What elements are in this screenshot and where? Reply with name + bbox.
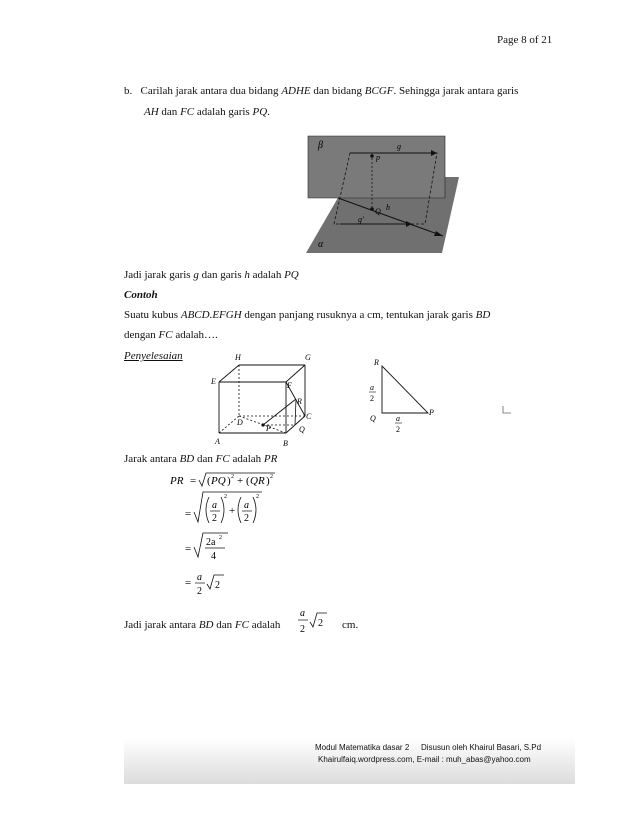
edge-ad xyxy=(219,416,239,433)
equations xyxy=(168,470,298,610)
sqrt-arg: 2 xyxy=(318,618,323,629)
frac-num: a xyxy=(244,500,249,511)
text: . xyxy=(267,106,270,118)
paren: ( xyxy=(207,475,211,487)
var: PQ xyxy=(284,269,299,281)
frac-num: 2a xyxy=(206,537,216,548)
var: BD xyxy=(179,453,195,465)
paren-left xyxy=(206,497,209,523)
point-p: P xyxy=(266,424,271,433)
edge-gf xyxy=(286,365,305,382)
triangle-label-p: P xyxy=(429,408,434,417)
text: adalah xyxy=(229,453,264,465)
problem-b-line1 xyxy=(124,84,518,98)
answer-expression xyxy=(295,604,335,640)
text: adalah xyxy=(249,269,285,281)
page-number: Page 8 of 21 xyxy=(497,34,553,46)
var: PQ xyxy=(252,106,268,118)
label-beta: β xyxy=(318,140,323,151)
frac-den: 2 xyxy=(300,624,305,635)
point-q xyxy=(370,207,374,211)
paren: ) xyxy=(227,475,231,487)
eq-lhs: PR xyxy=(170,475,184,487)
paren-right xyxy=(221,497,224,523)
side-qr-num: a xyxy=(370,383,374,392)
segment-qr xyxy=(295,399,296,425)
vertex-f: F xyxy=(287,381,292,390)
label-q: Q xyxy=(375,207,381,216)
exp: 2 xyxy=(256,494,259,500)
text: Carilah jarak antara dua bidang xyxy=(140,85,282,97)
var: FC xyxy=(234,619,249,631)
var: BD xyxy=(198,619,214,631)
cube-figure xyxy=(205,350,320,450)
text: Jarak antara xyxy=(124,453,180,465)
text: Suatu kubus xyxy=(124,309,181,321)
text: Jadi jarak antara xyxy=(124,619,199,631)
conclusion-1 xyxy=(124,268,299,282)
point-r: R xyxy=(297,397,302,406)
vertex-e: E xyxy=(211,377,216,386)
unit-cm: cm. xyxy=(342,619,359,631)
eq-plus: + xyxy=(229,505,236,517)
problem-marker: b. xyxy=(124,85,133,97)
footer-module: Modul Matematika dasar 2 xyxy=(315,743,410,752)
example-heading: Contoh xyxy=(124,289,158,301)
point-p xyxy=(370,154,374,158)
eq-equals: = xyxy=(185,577,192,589)
label-g: g xyxy=(397,142,401,151)
triangle-label-q: Q xyxy=(370,414,376,423)
text: dan xyxy=(158,106,181,118)
text: . Sehingga jarak antara garis xyxy=(393,85,519,97)
eq-equals: = xyxy=(185,508,192,520)
var: FC xyxy=(215,453,230,465)
sqrt-2 xyxy=(194,492,262,522)
problem-b-line2 xyxy=(144,105,270,119)
vertex-a: A xyxy=(215,437,220,446)
edge-eh xyxy=(219,365,239,382)
text: adalah xyxy=(248,619,281,631)
eq-equals: = xyxy=(185,543,192,555)
frac-den: 2 xyxy=(197,586,202,597)
point-p-cube xyxy=(261,423,264,426)
side-pq-num: a xyxy=(396,414,400,423)
side-pq-den: 2 xyxy=(396,425,400,434)
paren: ( xyxy=(246,475,250,487)
example-line2 xyxy=(124,328,218,342)
paren: ) xyxy=(266,475,270,487)
frac-num: a xyxy=(197,572,202,583)
footer-contact: Khairulfaiq.wordpress.com, E-mail : muh_abas@yahoo.com xyxy=(318,755,531,764)
example-line1 xyxy=(124,308,490,322)
triangle-label-r: R xyxy=(374,358,379,367)
side-qr-den: 2 xyxy=(370,394,374,403)
vertex-g: G xyxy=(305,353,311,362)
footer-author: Disusun oleh Khairul Basari, S.Pd xyxy=(421,743,542,752)
var: BCGF xyxy=(364,85,394,97)
text: adalah garis xyxy=(194,106,253,118)
var: PR xyxy=(263,453,278,465)
var: FC xyxy=(180,106,195,118)
exp: 2 xyxy=(219,535,222,541)
frac-den: 4 xyxy=(211,551,216,562)
triangle-figure xyxy=(364,352,444,440)
solution-heading: Penyelesaian xyxy=(124,350,183,362)
var: ADHE xyxy=(281,85,311,97)
plane-beta xyxy=(308,136,445,198)
distance-statement xyxy=(124,452,277,466)
corner-mark xyxy=(502,405,512,415)
text: dengan panjang rusuknya a cm, tentukan jarak garis xyxy=(241,309,476,321)
text: dan xyxy=(213,619,235,631)
planes-figure xyxy=(300,130,460,256)
text: Jadi jarak garis xyxy=(124,269,194,281)
exp: 2 xyxy=(231,474,234,480)
footer-band xyxy=(124,738,575,784)
text: dan xyxy=(194,453,216,465)
label-h: h xyxy=(386,203,390,212)
vertex-c: C xyxy=(306,412,312,421)
paren-right xyxy=(253,497,256,523)
vertex-h: H xyxy=(235,353,241,362)
var: AH xyxy=(144,106,159,118)
eq-qr: QR xyxy=(250,475,265,487)
exp: 2 xyxy=(224,494,227,500)
text: adalah…. xyxy=(172,329,218,341)
segment-pr xyxy=(263,399,296,425)
label-alpha: α xyxy=(318,239,324,250)
var: g xyxy=(193,269,199,281)
vertex-b: B xyxy=(283,439,288,448)
eq-equals: = xyxy=(190,475,197,487)
paren-left xyxy=(238,497,241,523)
label-g-prime: g' xyxy=(358,215,364,224)
eq-pq: PQ xyxy=(211,475,226,487)
vertex-d: D xyxy=(237,418,243,427)
text: dan garis xyxy=(198,269,245,281)
var: BD xyxy=(475,309,491,321)
conclusion-2 xyxy=(124,618,280,632)
eq-plus: + xyxy=(237,475,244,487)
frac-num: a xyxy=(300,608,305,619)
label-p: p xyxy=(376,153,380,162)
point-q: Q xyxy=(299,425,305,434)
var: ABCD.EFGH xyxy=(180,309,242,321)
text: dengan xyxy=(124,329,159,341)
sqrt-arg: 2 xyxy=(215,580,220,591)
triangle-pqr xyxy=(382,366,428,413)
text: dan bidang xyxy=(310,85,365,97)
var: FC xyxy=(158,329,173,341)
frac-den: 2 xyxy=(212,513,217,524)
frac-num: a xyxy=(212,500,217,511)
exp: 2 xyxy=(270,474,273,480)
frac-den: 2 xyxy=(244,513,249,524)
var: h xyxy=(244,269,250,281)
